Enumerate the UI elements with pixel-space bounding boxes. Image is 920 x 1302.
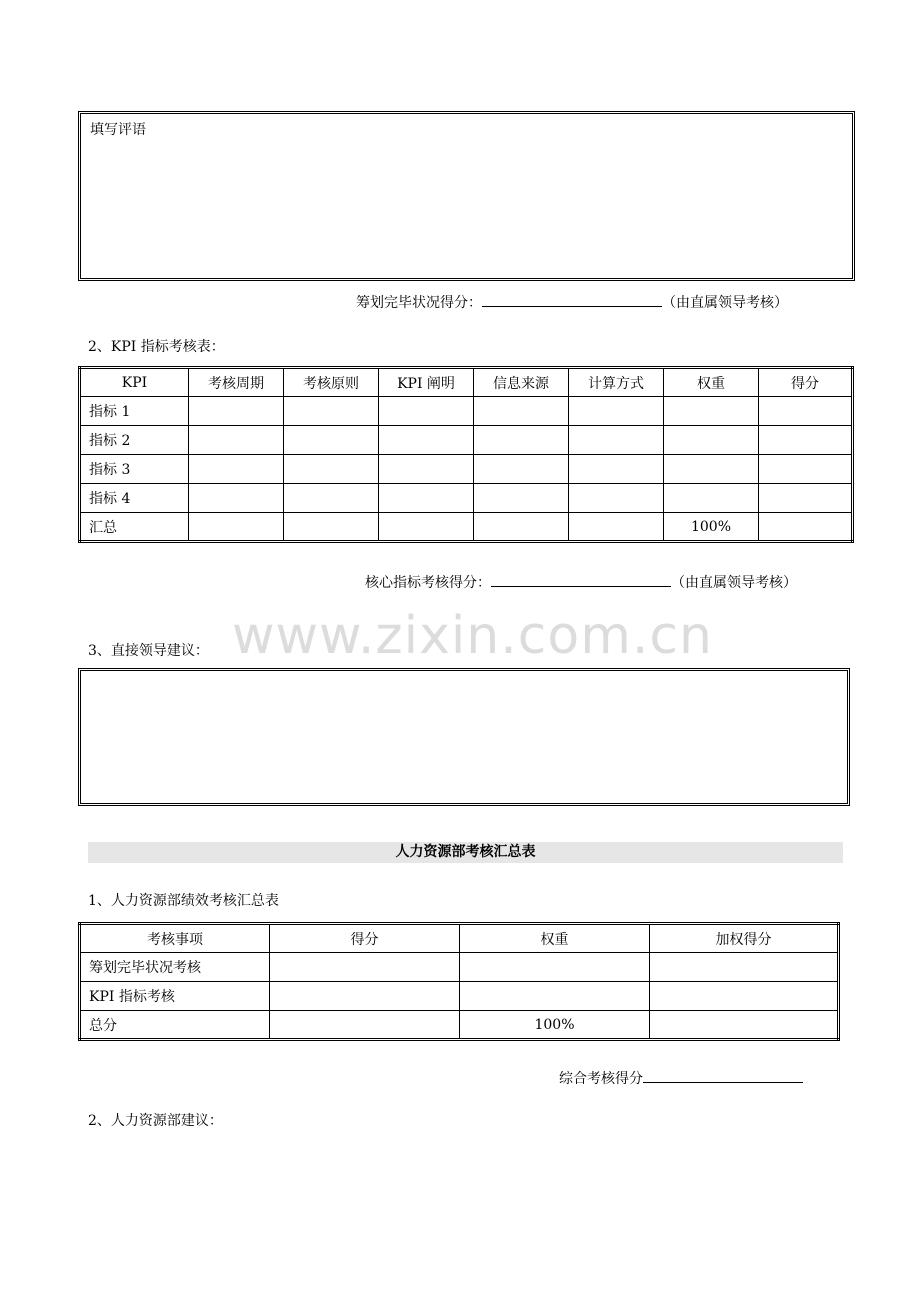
kpi-header-cell: KPI — [80, 368, 189, 397]
core-score-label: 核心指标考核得分： — [365, 575, 491, 591]
kpi-cell[interactable] — [379, 426, 474, 455]
hr-suggestion-title: 2、人力资源部建议： — [88, 1113, 223, 1129]
kpi-cell[interactable] — [474, 455, 569, 484]
table-row — [80, 982, 839, 1011]
leader-suggestion-box[interactable] — [78, 668, 850, 806]
hr-summary-title: 1、人力资源部绩效考核汇总表 — [88, 893, 279, 909]
kpi-cell[interactable] — [474, 484, 569, 513]
hr-summary-table — [78, 922, 840, 1041]
kpi-header-cell: 得分 — [759, 368, 853, 397]
table-row — [80, 455, 853, 484]
kpi-cell[interactable] — [284, 484, 379, 513]
kpi-row-label: 汇总 — [80, 513, 189, 542]
core-score-line — [365, 572, 797, 592]
kpi-header-cell: 考核原则 — [284, 368, 379, 397]
kpi-cell[interactable] — [759, 484, 853, 513]
hr-cell[interactable] — [460, 953, 650, 982]
table-row — [80, 513, 853, 542]
kpi-table — [78, 366, 854, 543]
hr-header-cell: 权重 — [460, 924, 650, 953]
hr-cell[interactable] — [650, 953, 839, 982]
kpi-weight-total: 100% — [664, 513, 759, 542]
comment-box-label: 填写评语 — [90, 122, 146, 138]
kpi-cell[interactable] — [759, 397, 853, 426]
overall-score-label: 综合考核得分 — [559, 1071, 643, 1087]
table-row — [80, 953, 839, 982]
kpi-header-cell: 权重 — [664, 368, 759, 397]
kpi-section-title: 2、KPI 指标考核表： — [88, 339, 225, 355]
kpi-cell[interactable] — [474, 397, 569, 426]
plan-score-blank[interactable] — [482, 292, 662, 307]
kpi-cell[interactable] — [474, 513, 569, 542]
kpi-row-label: 指标 1 — [80, 397, 189, 426]
hr-cell[interactable] — [650, 982, 839, 1011]
hr-header-row — [80, 924, 839, 953]
kpi-cell[interactable] — [664, 484, 759, 513]
kpi-header-cell: 计算方式 — [569, 368, 664, 397]
kpi-cell[interactable] — [284, 513, 379, 542]
kpi-cell[interactable] — [569, 484, 664, 513]
kpi-cell[interactable] — [664, 397, 759, 426]
overall-score-line — [559, 1068, 803, 1088]
kpi-cell[interactable] — [189, 397, 284, 426]
kpi-cell[interactable] — [569, 455, 664, 484]
kpi-cell[interactable] — [759, 513, 853, 542]
table-row — [80, 484, 853, 513]
kpi-cell[interactable] — [189, 484, 284, 513]
kpi-cell[interactable] — [379, 397, 474, 426]
hr-cell[interactable] — [270, 953, 460, 982]
plan-score-label: 筹划完毕状况得分： — [356, 295, 482, 311]
kpi-cell[interactable] — [569, 426, 664, 455]
core-score-note: （由直属领导考核） — [671, 575, 797, 591]
hr-weight-total: 100% — [460, 1011, 650, 1040]
kpi-cell[interactable] — [379, 455, 474, 484]
table-row — [80, 426, 853, 455]
kpi-cell[interactable] — [759, 426, 853, 455]
kpi-cell[interactable] — [664, 455, 759, 484]
kpi-cell[interactable] — [189, 455, 284, 484]
kpi-cell[interactable] — [379, 484, 474, 513]
kpi-header-cell: KPI 阐明 — [379, 368, 474, 397]
kpi-header-cell: 信息来源 — [474, 368, 569, 397]
leader-suggestion-title: 3、直接领导建议： — [88, 643, 209, 659]
core-score-blank[interactable] — [491, 572, 671, 587]
kpi-cell[interactable] — [759, 455, 853, 484]
hr-row-label: 总分 — [80, 1011, 270, 1040]
hr-header-cell: 加权得分 — [650, 924, 839, 953]
kpi-cell[interactable] — [569, 397, 664, 426]
kpi-cell[interactable] — [474, 426, 569, 455]
hr-cell[interactable] — [460, 982, 650, 1011]
kpi-cell[interactable] — [569, 513, 664, 542]
kpi-cell[interactable] — [284, 426, 379, 455]
hr-cell[interactable] — [650, 1011, 839, 1040]
table-row — [80, 397, 853, 426]
kpi-row-label: 指标 3 — [80, 455, 189, 484]
kpi-header-row — [80, 368, 853, 397]
kpi-row-label: 指标 2 — [80, 426, 189, 455]
kpi-header-cell: 考核周期 — [189, 368, 284, 397]
hr-summary-bar-title: 人力资源部考核汇总表 — [88, 842, 843, 863]
hr-header-cell: 得分 — [270, 924, 460, 953]
comment-box[interactable] — [78, 111, 855, 281]
kpi-cell[interactable] — [284, 397, 379, 426]
hr-row-label: KPI 指标考核 — [80, 982, 270, 1011]
watermark: www.zixin.com.cn — [232, 606, 713, 666]
kpi-cell[interactable] — [664, 426, 759, 455]
overall-score-blank[interactable] — [643, 1068, 803, 1083]
hr-cell[interactable] — [270, 982, 460, 1011]
hr-header-cell: 考核事项 — [80, 924, 270, 953]
plan-score-note: （由直属领导考核） — [662, 295, 788, 311]
kpi-cell[interactable] — [379, 513, 474, 542]
kpi-row-label: 指标 4 — [80, 484, 189, 513]
kpi-cell[interactable] — [189, 426, 284, 455]
hr-row-label: 筹划完毕状况考核 — [80, 953, 270, 982]
hr-cell[interactable] — [270, 1011, 460, 1040]
table-row — [80, 1011, 839, 1040]
kpi-cell[interactable] — [189, 513, 284, 542]
kpi-cell[interactable] — [284, 455, 379, 484]
plan-score-line — [356, 292, 788, 312]
